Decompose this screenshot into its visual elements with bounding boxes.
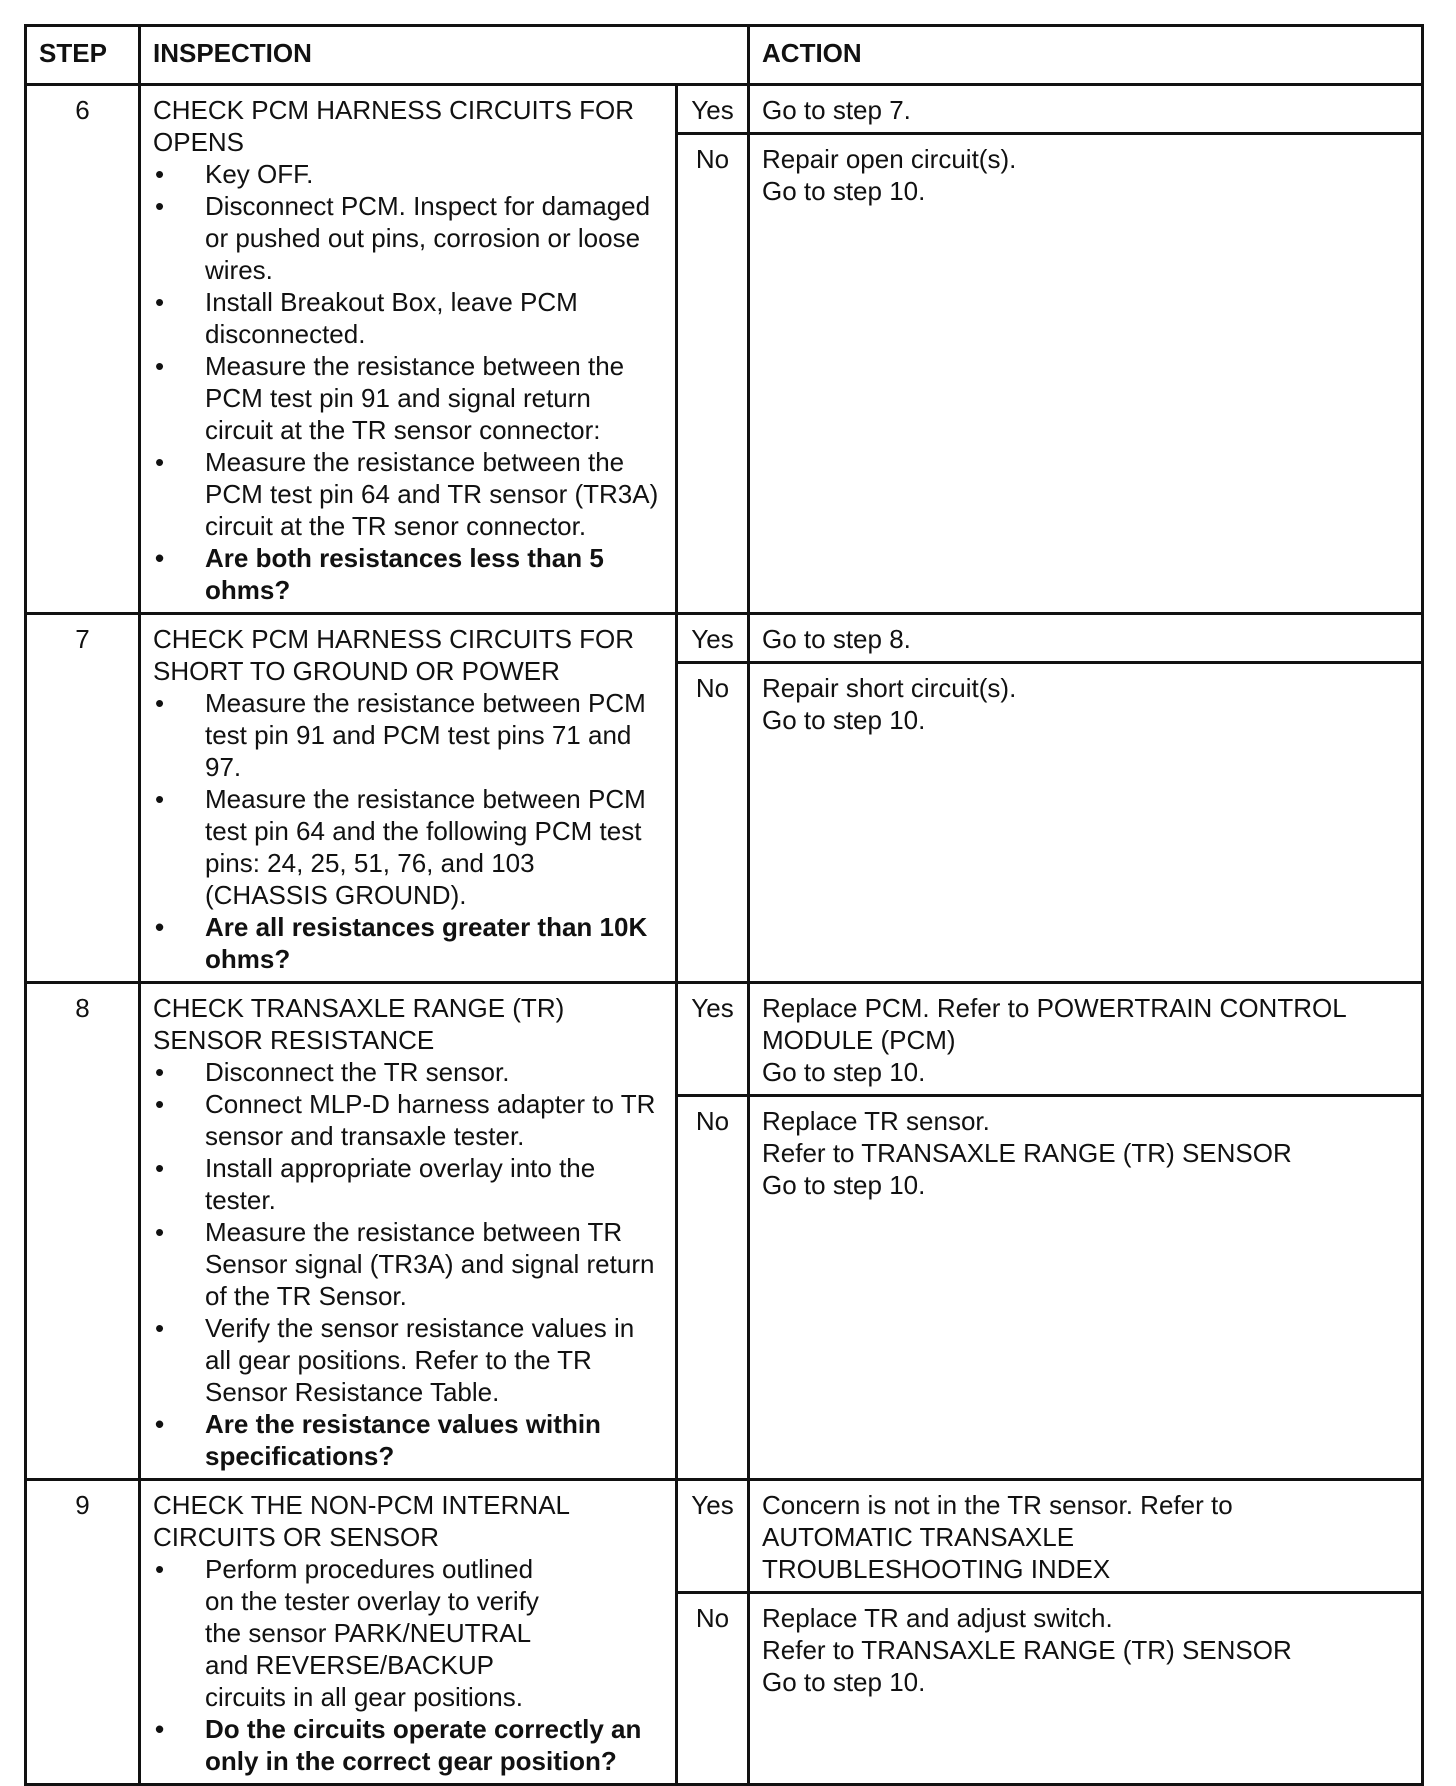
inspection-question: • Are all resistances greater than 10K ohms?: [153, 911, 663, 975]
yes-action: [749, 983, 1423, 1096]
step-row-6: [26, 85, 1423, 134]
action-line: Go to step 7.: [762, 95, 911, 125]
yes-action: [749, 1480, 1423, 1593]
action-line: Go to step 10.: [762, 705, 926, 735]
bullet-item: • Key OFF.: [153, 158, 663, 190]
bullet-item: • Measure the resistance between the PCM test pin 91 and signal return circuit at the TR sensor connector:: [153, 350, 663, 446]
action-line: Repair short circuit(s).: [762, 673, 1017, 703]
action-line: Replace TR and adjust switch.: [762, 1603, 1113, 1633]
inspection-cell: [140, 85, 677, 614]
action-line: Go to step 8.: [762, 624, 911, 654]
no-label: No: [677, 663, 749, 983]
step-row-8: [26, 983, 1423, 1096]
bullet-item: • Connect MLP-D harness adapter to TR sensor and transaxle tester.: [153, 1088, 663, 1152]
yes-label: Yes: [677, 85, 749, 134]
inspection-bullets: [153, 1056, 663, 1472]
step-row-9: [26, 1480, 1423, 1593]
header-action: ACTION: [749, 26, 1423, 85]
action-line: Go to step 10.: [762, 176, 926, 206]
no-action: [749, 1096, 1423, 1480]
action-line: Refer to TRANSAXLE RANGE (TR) SENSOR: [762, 1635, 1292, 1665]
bullet-item: • Measure the resistance between TR Sensor signal (TR3A) and signal return of the TR Sensor.: [153, 1216, 663, 1312]
bullet-item: • Disconnect PCM. Inspect for damaged or pushed out pins, corrosion or loose wires.: [153, 190, 663, 286]
step-row-7: [26, 614, 1423, 663]
action-line: Repair open circuit(s).: [762, 144, 1017, 174]
yes-label: Yes: [677, 614, 749, 663]
yes-label: Yes: [677, 983, 749, 1096]
bullet-item: • Measure the resistance between PCM test pin 64 and the following PCM test pins: 24, 25, 51, 76, and 103 (CHASSIS GROUND).: [153, 783, 663, 911]
no-label: No: [677, 1096, 749, 1480]
header-inspection: INSPECTION: [140, 26, 749, 85]
inspection-bullets: [153, 687, 663, 975]
bullet-item: • Install appropriate overlay into the tester.: [153, 1152, 663, 1216]
no-label: No: [677, 134, 749, 614]
action-line: Go to step 10.: [762, 1667, 926, 1697]
action-line: Replace TR sensor.: [762, 1106, 990, 1136]
no-action: [749, 134, 1423, 614]
no-action: [749, 1593, 1423, 1785]
inspection-bullets: [153, 1553, 663, 1777]
inspection-cell: [140, 983, 677, 1480]
step-number: 9: [26, 1480, 140, 1785]
inspection-title: CHECK TRANSAXLE RANGE (TR) SENSOR RESISTANCE: [153, 993, 565, 1055]
bullet-item: • Measure the resistance between PCM test pin 91 and PCM test pins 71 and 97.: [153, 687, 663, 783]
inspection-bullets: [153, 158, 663, 606]
step-number: 6: [26, 85, 140, 614]
inspection-question: • Do the circuits operate correctly an only in the correct gear position?: [153, 1713, 663, 1777]
yes-label: Yes: [677, 1480, 749, 1593]
inspection-question: • Are both resistances less than 5 ohms?: [153, 542, 663, 606]
action-line: Go to step 10.: [762, 1170, 926, 1200]
action-line: Refer to TRANSAXLE RANGE (TR) SENSOR: [762, 1138, 1292, 1168]
yes-action: [749, 85, 1423, 134]
inspection-title: CHECK PCM HARNESS CIRCUITS FOR SHORT TO GROUND OR POWER: [153, 624, 635, 686]
no-label: No: [677, 1593, 749, 1785]
bullet-item: • Disconnect the TR sensor.: [153, 1056, 663, 1088]
inspection-title: CHECK PCM HARNESS CIRCUITS FOR OPENS: [153, 95, 635, 157]
action-line: Go to step 10.: [762, 1057, 926, 1087]
diagnostic-table: [24, 24, 1424, 1786]
inspection-cell: [140, 1480, 677, 1785]
yes-action: [749, 614, 1423, 663]
inspection-title: CHECK THE NON-PCM INTERNAL CIRCUITS OR SENSOR: [153, 1490, 570, 1552]
action-line: Replace PCM. Refer to POWERTRAIN CONTROL MODULE (PCM): [762, 993, 1346, 1055]
bullet-item: • Measure the resistance between the PCM test pin 64 and TR sensor (TR3A) circuit at the TR senor connector.: [153, 446, 663, 542]
step-number: 7: [26, 614, 140, 983]
action-line: Concern is not in the TR sensor. Refer to AUTOMATIC TRANSAXLE TROUBLESHOOTING INDEX: [762, 1490, 1233, 1584]
bullet-item: • Install Breakout Box, leave PCM disconnected.: [153, 286, 663, 350]
no-action: [749, 663, 1423, 983]
inspection-cell: [140, 614, 677, 983]
header-step: STEP: [26, 26, 140, 85]
inspection-question: • Are the resistance values within specifications?: [153, 1408, 663, 1472]
step-number: 8: [26, 983, 140, 1480]
header-row: [26, 26, 1423, 85]
bullet-item: • Perform procedures outlined on the tester overlay to verify the sensor PARK/NEUTRAL and REVERSE/BACKUP circuits in all gear positions.: [153, 1553, 663, 1713]
bullet-item: • Verify the sensor resistance values in all gear positions. Refer to the TR Sensor Resistance Table.: [153, 1312, 663, 1408]
